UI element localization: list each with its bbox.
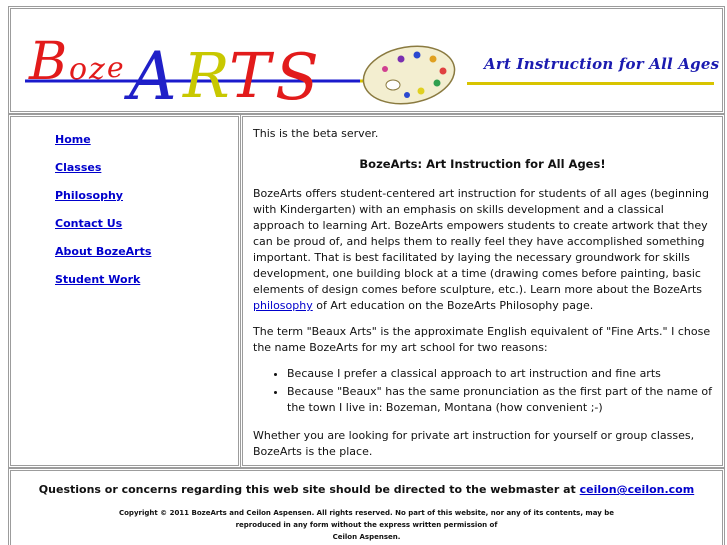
bozearts-logo-graphic	[25, 19, 465, 111]
copyright-line-3: Ceilon Aspensen.	[332, 533, 401, 541]
sidebar-nav	[55, 128, 151, 296]
nav-item-contact-us	[55, 212, 151, 240]
copyright-notice	[11, 507, 722, 543]
sidebar-inner	[10, 116, 239, 466]
nav-link-student-work[interactable]: Student Work	[55, 273, 141, 286]
footer-inner	[10, 470, 723, 545]
svg-text:T: T	[229, 39, 271, 111]
copyright-line-2: reproduced in any form without the express written permission of	[235, 521, 498, 529]
svg-text:S: S	[275, 41, 319, 111]
philosophy-link[interactable]: philosophy	[253, 299, 313, 312]
nav-link-home[interactable]: Home	[55, 133, 91, 146]
main-content	[240, 114, 725, 468]
svg-text:R: R	[183, 39, 230, 111]
webmaster-email-link[interactable]: ceilon@ceilon.com	[579, 483, 695, 496]
closing-paragraph: Whether you are looking for private art instruction for yourself or group classes, BozeArts is the place.	[253, 429, 695, 458]
footer	[8, 468, 725, 545]
header-rule	[467, 82, 714, 85]
nav-link-about[interactable]: About BozeArts	[55, 245, 152, 258]
nav-item-home	[55, 128, 151, 156]
intro-text-start: BozeArts offers student-centered art instruction for students of all ages (beginning with Kindergarten) with an emphasis on skills development and a classical approach to learning Art. BozeArts empowers students to create artwork that they can be proud of, and helps them to really feel they have accomplished something important. That is best facilitated by laying the necessary groundwork for skills development, one building block at a time (drawing comes before painting, basic elements of design comes before sculpture, etc.). Learn more about the BozeArts	[253, 187, 710, 296]
copyright-line-1: Copyright © 2011 BozeArts and Ceilon Aspensen. All rights reserved. No part of this website, nor any of its contents, may be	[118, 509, 614, 517]
header-inner	[10, 8, 723, 112]
bozearts-logo[interactable]	[25, 19, 465, 111]
intro-text-end: of Art education on the BozeArts Philosophy page.	[312, 299, 594, 312]
svg-text:o: o	[69, 52, 88, 87]
svg-text:e: e	[107, 51, 124, 84]
sidebar	[8, 114, 241, 468]
nav-item-student-work	[55, 268, 151, 296]
nav-link-contact-us[interactable]: Contact Us	[55, 217, 123, 230]
footer-contact-text: Questions or concerns regarding this web site should be directed to the webmaster at	[38, 483, 580, 496]
svg-text:A: A	[129, 38, 177, 111]
beaux-paragraph: The term "Beaux Arts" is the approximate English equivalent of "Fine Arts." I chose the name BozeArts for my art school for two reasons:	[253, 325, 711, 354]
nav-link-philosophy[interactable]: Philosophy	[55, 189, 123, 202]
svg-text:z: z	[89, 52, 105, 87]
beta-note: This is the beta server.	[253, 127, 379, 140]
nav-item-about	[55, 240, 151, 268]
footer-contact	[11, 483, 722, 496]
intro-paragraph	[253, 186, 712, 314]
page-title: BozeArts: Art Instruction for All Ages!	[359, 157, 606, 171]
nav-link-classes[interactable]: Classes	[55, 161, 102, 174]
svg-text:B: B	[29, 32, 68, 92]
list-item: • Because "Beaux" has the same pronunciation as the first part of the name of the town I live in: Bozeman, Montana (how convenient ;-)	[287, 384, 712, 416]
header	[8, 6, 725, 114]
palette-icon	[359, 39, 459, 110]
nav-item-philosophy	[55, 184, 151, 212]
reasons-list	[275, 366, 712, 416]
list-item: • Because I prefer a classical approach to art instruction and fine arts	[287, 366, 712, 382]
header-tagline: Art Instruction for All Ages	[484, 55, 720, 73]
main-content-inner	[242, 116, 723, 466]
nav-item-classes	[55, 156, 151, 184]
